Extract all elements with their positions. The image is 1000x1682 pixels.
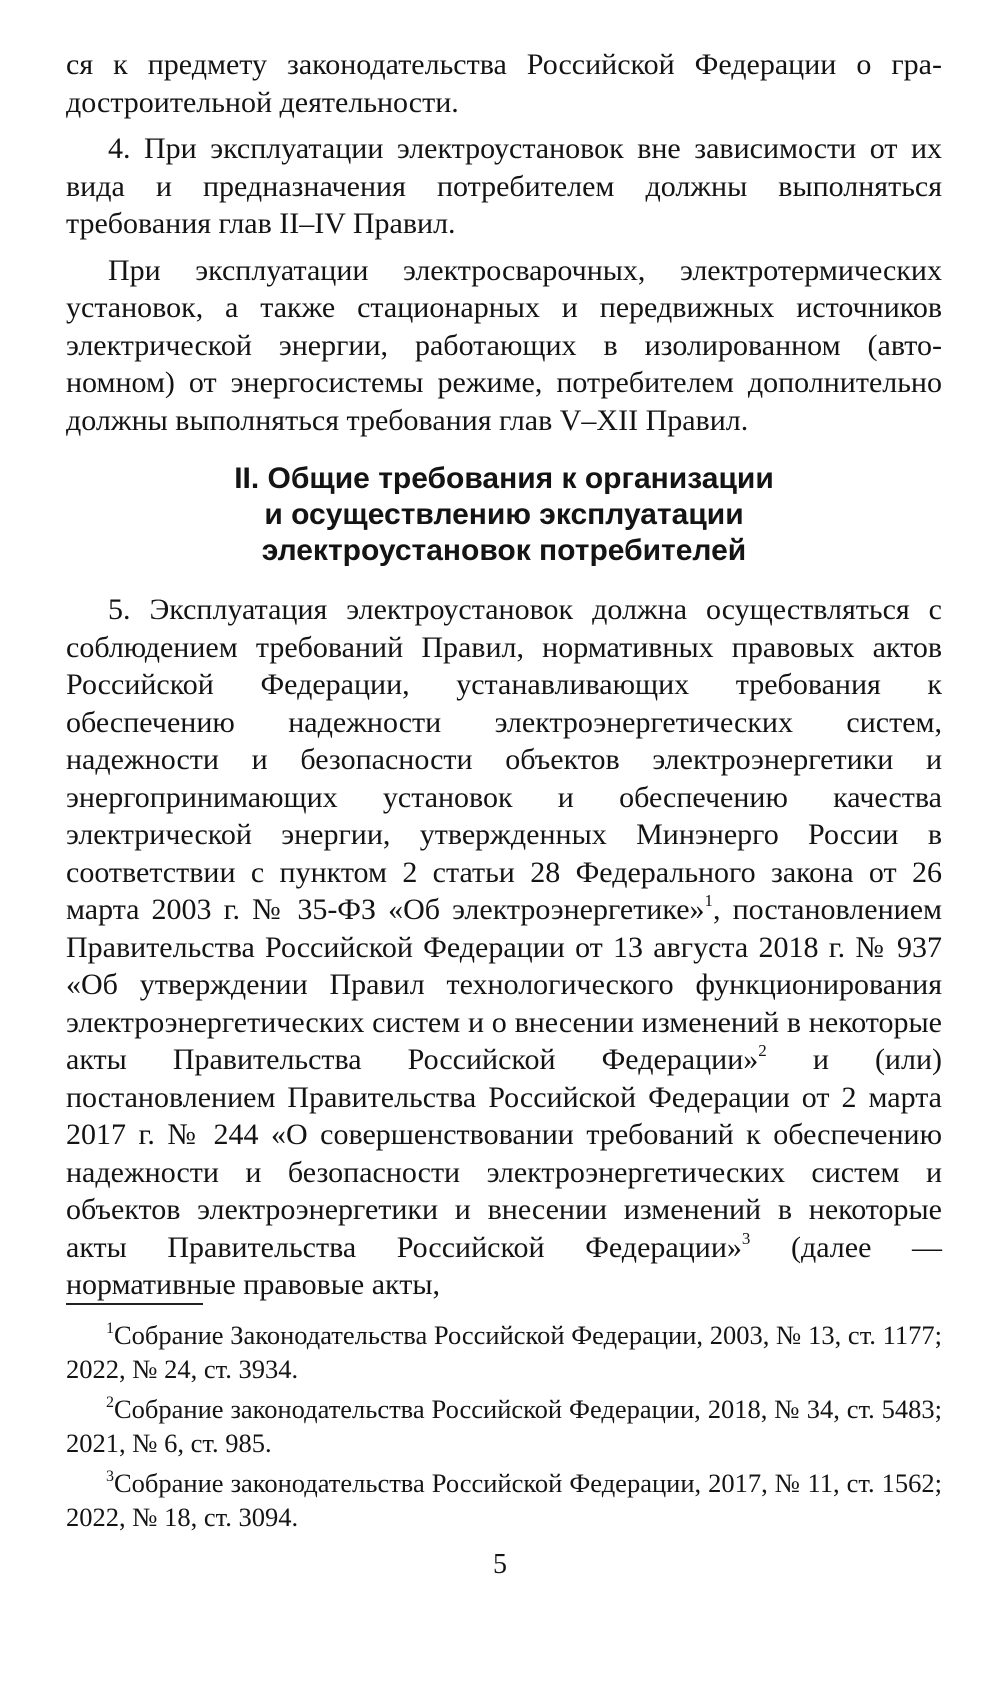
footnote-2: [66, 1392, 942, 1460]
footnote-text-1: Собрание Законодательства Российской Федерации, 2003, № 13, ст. 1177; 2022, № 24, ст. 3934.: [66, 1320, 942, 1384]
section-heading-line-3: электроустановок потребителей: [261, 534, 747, 567]
footnote-text-3: Собрание законодательства Российской Федерации, 2017, № 11, ст. 1562; 2022, № 18, ст. 3094.: [66, 1468, 942, 1532]
section-heading-line-1: II. Общие требования к организации: [234, 462, 774, 495]
paragraph-5: [66, 591, 942, 1304]
paragraph-5-part-4: (далее — нормативные правовые акты,: [66, 1230, 943, 1301]
footnote-separator: [66, 1303, 203, 1305]
page-body: [66, 46, 942, 1304]
paragraph-4: 4. При эксплуатации электроустановок вне зависимости от их вида и предназначения потребителем должны выполняться требования глав II–IV Правил.: [66, 132, 942, 240]
footnote-3: [66, 1466, 942, 1534]
footnote-1: [66, 1318, 942, 1386]
paragraph-5-part-3: и (или) постановлением Правительства Российской Федерации от 2 марта 2017 г. № 244 «О совершенствовании требований к обеспечению надежности и безопасности электроэнергетических систем и объектов электроэнергетики и внесении изменений в некоторые акты Правительства Российской Федерации»: [66, 1043, 942, 1264]
footnote-mark-2: 2: [106, 1394, 114, 1412]
footnote-ref-1[interactable]: 1: [704, 891, 714, 910]
paragraph-4-second: При эксплуатации электросварочных, электротермических установок, а также стационарных и передвижных источников электрической энергии, работающих в изолированном (автономном) от энергосистемы режиме, потребителем дополнительно должны выполняться требования глав V–XII Правил.: [66, 253, 942, 437]
paragraph-5-part-2: , постановлением Правительства Российской Федерации от 13 августа 2018 г. № 937 «Об утверждении Правил технологического функционирования электроэнергетических систем и о внесении изменений в некоторые акты Правительства Российской Федерации»: [66, 893, 943, 1076]
paragraph-continuation: ся к предмету законодательства Российской Федерации о градостроительной деятельности.: [66, 48, 942, 119]
footnotes: [66, 1318, 942, 1540]
footnote-ref-3[interactable]: 3: [741, 1228, 751, 1248]
footnote-ref-2[interactable]: 2: [758, 1041, 767, 1060]
paragraph-5-part-1: 5. Эксплуатация электроустановок должна осуществляться с соблюдением требований Правил, нормативных правовых актов Российской Федерации, устанавливающих требования к обеспечению надежности электроэнергетических систем, надежности и безопасности объектов электроэнергетики и энергопринимающих установок и обеспечению качества электрической энергии, утвержденных Минэнерго России в соответствии с пунктом 2 статьи 28 Федерального закона от 26 марта 2003 г. № 35-ФЗ «Об электроэнергетике»: [66, 593, 942, 926]
page-number: 5: [493, 1549, 507, 1580]
footnote-mark-1: 1: [106, 1320, 114, 1338]
footnote-text-2: Собрание законодательства Российской Федерации, 2018, № 34, ст. 5483; 2021, № 6, ст. 985.: [66, 1394, 942, 1458]
section-heading-line-2: и осуществлению эксплуатации: [264, 498, 744, 531]
footnote-mark-3: 3: [106, 1468, 114, 1486]
section-heading: [66, 461, 942, 569]
